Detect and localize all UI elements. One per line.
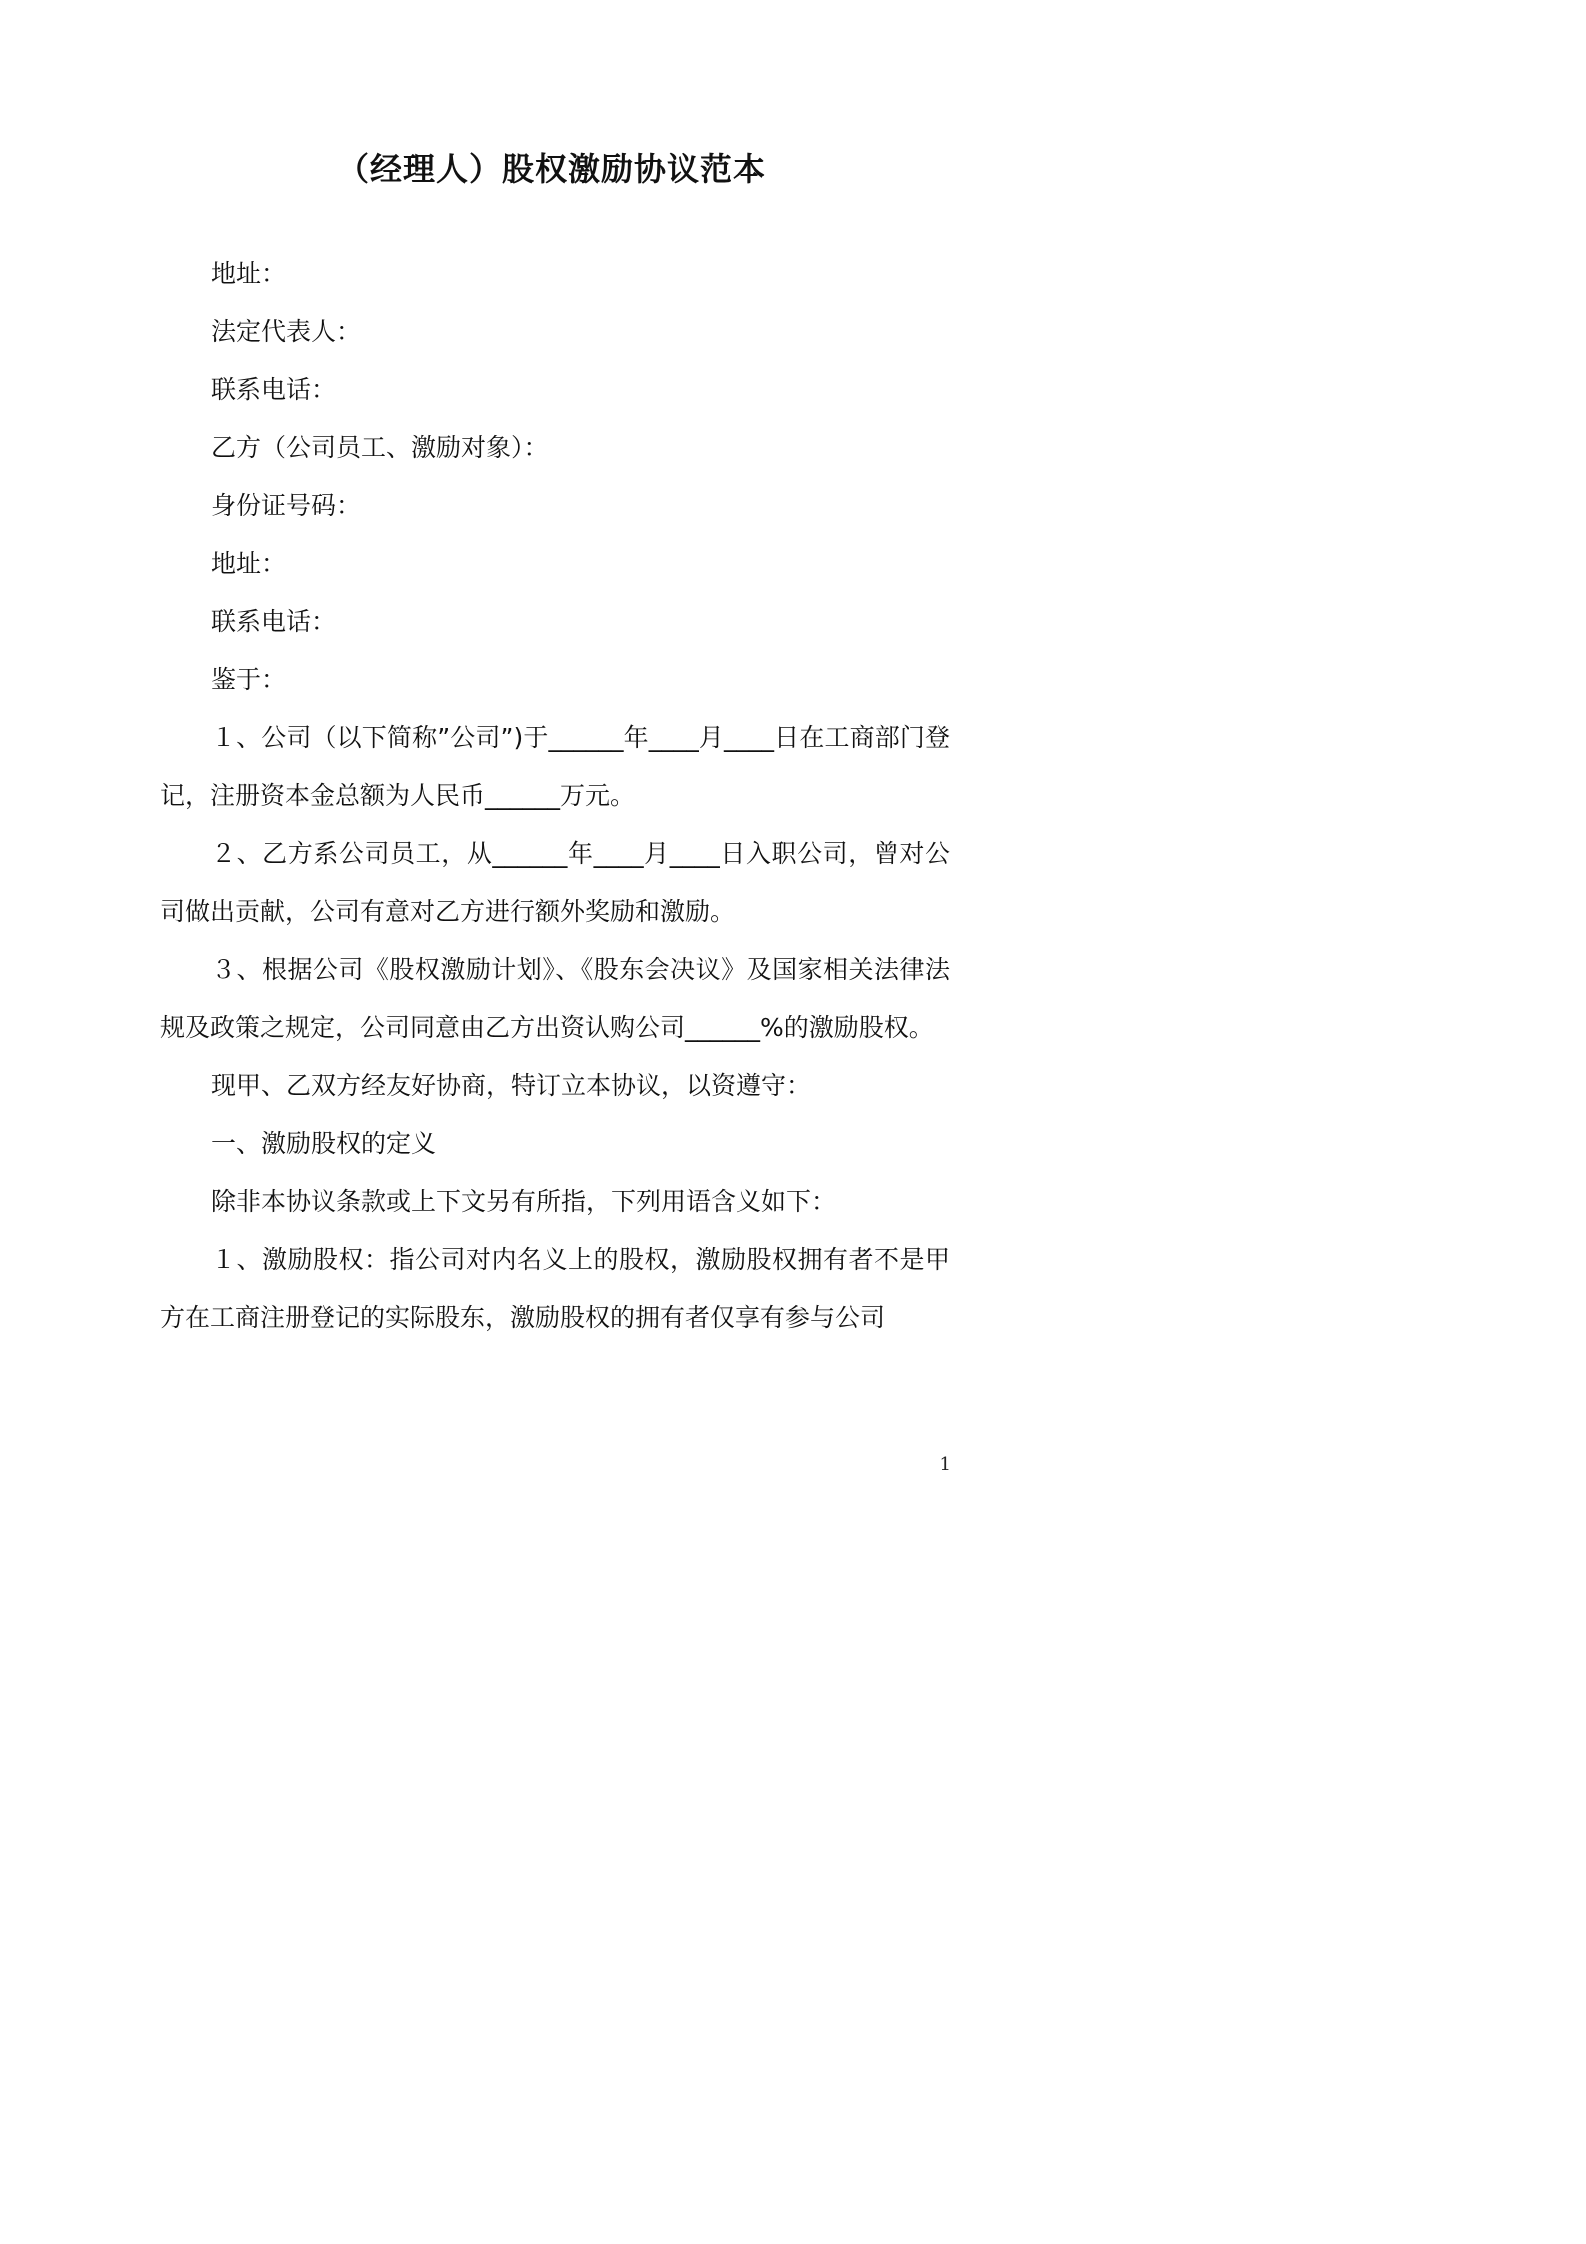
party-b-address-field: 地址： <box>211 549 287 578</box>
section-1-intro: 除非本协议条款或上下文另有所指，下列用语含义如下： <box>211 1187 837 1216</box>
document-body <box>160 245 950 1347</box>
document-page <box>0 0 1103 1562</box>
whereas-item-equity-subscription: ３、根据公司《股权激励计划》、《股东会决议》及国家相关法律法规及政策之规定，公司同意由乙方出资认购公司______%的激励股权。 <box>160 955 950 1042</box>
whereas-item-company-registration: １、公司（以下简称”公司”)于______年____月____日在工商部门登记，注册资本金总额为人民币______万元。 <box>160 723 950 810</box>
legal-representative-field: 法定代表人： <box>211 317 362 346</box>
party-b-id-number-field: 身份证号码： <box>211 491 362 520</box>
party-a-address-field: 地址： <box>211 259 287 288</box>
page-number: 1 <box>939 1454 951 1475</box>
whereas-heading: 鉴于： <box>211 665 287 694</box>
section-1-item-1: １、激励股权：指公司对内名义上的股权，激励股权拥有者不是甲方在工商注册登记的实际股东，激励股权的拥有者仅享有参与公司 <box>160 1245 950 1332</box>
agreement-statement: 现甲、乙双方经友好协商，特订立本协议，以资遵守： <box>211 1071 812 1100</box>
party-b-heading: 乙方（公司员工、激励对象）： <box>211 433 549 462</box>
party-a-phone-field: 联系电话： <box>211 375 337 404</box>
document-title: （经理人）股权激励协议范本 <box>336 150 766 188</box>
party-b-phone-field: 联系电话： <box>211 607 337 636</box>
section-1-heading: 一、激励股权的定义 <box>211 1129 437 1158</box>
whereas-item-employee-entry: ２、乙方系公司员工，从______年____月____日入职公司，曾对公司做出贡献，公司有意对乙方进行额外奖励和激励。 <box>160 839 950 926</box>
